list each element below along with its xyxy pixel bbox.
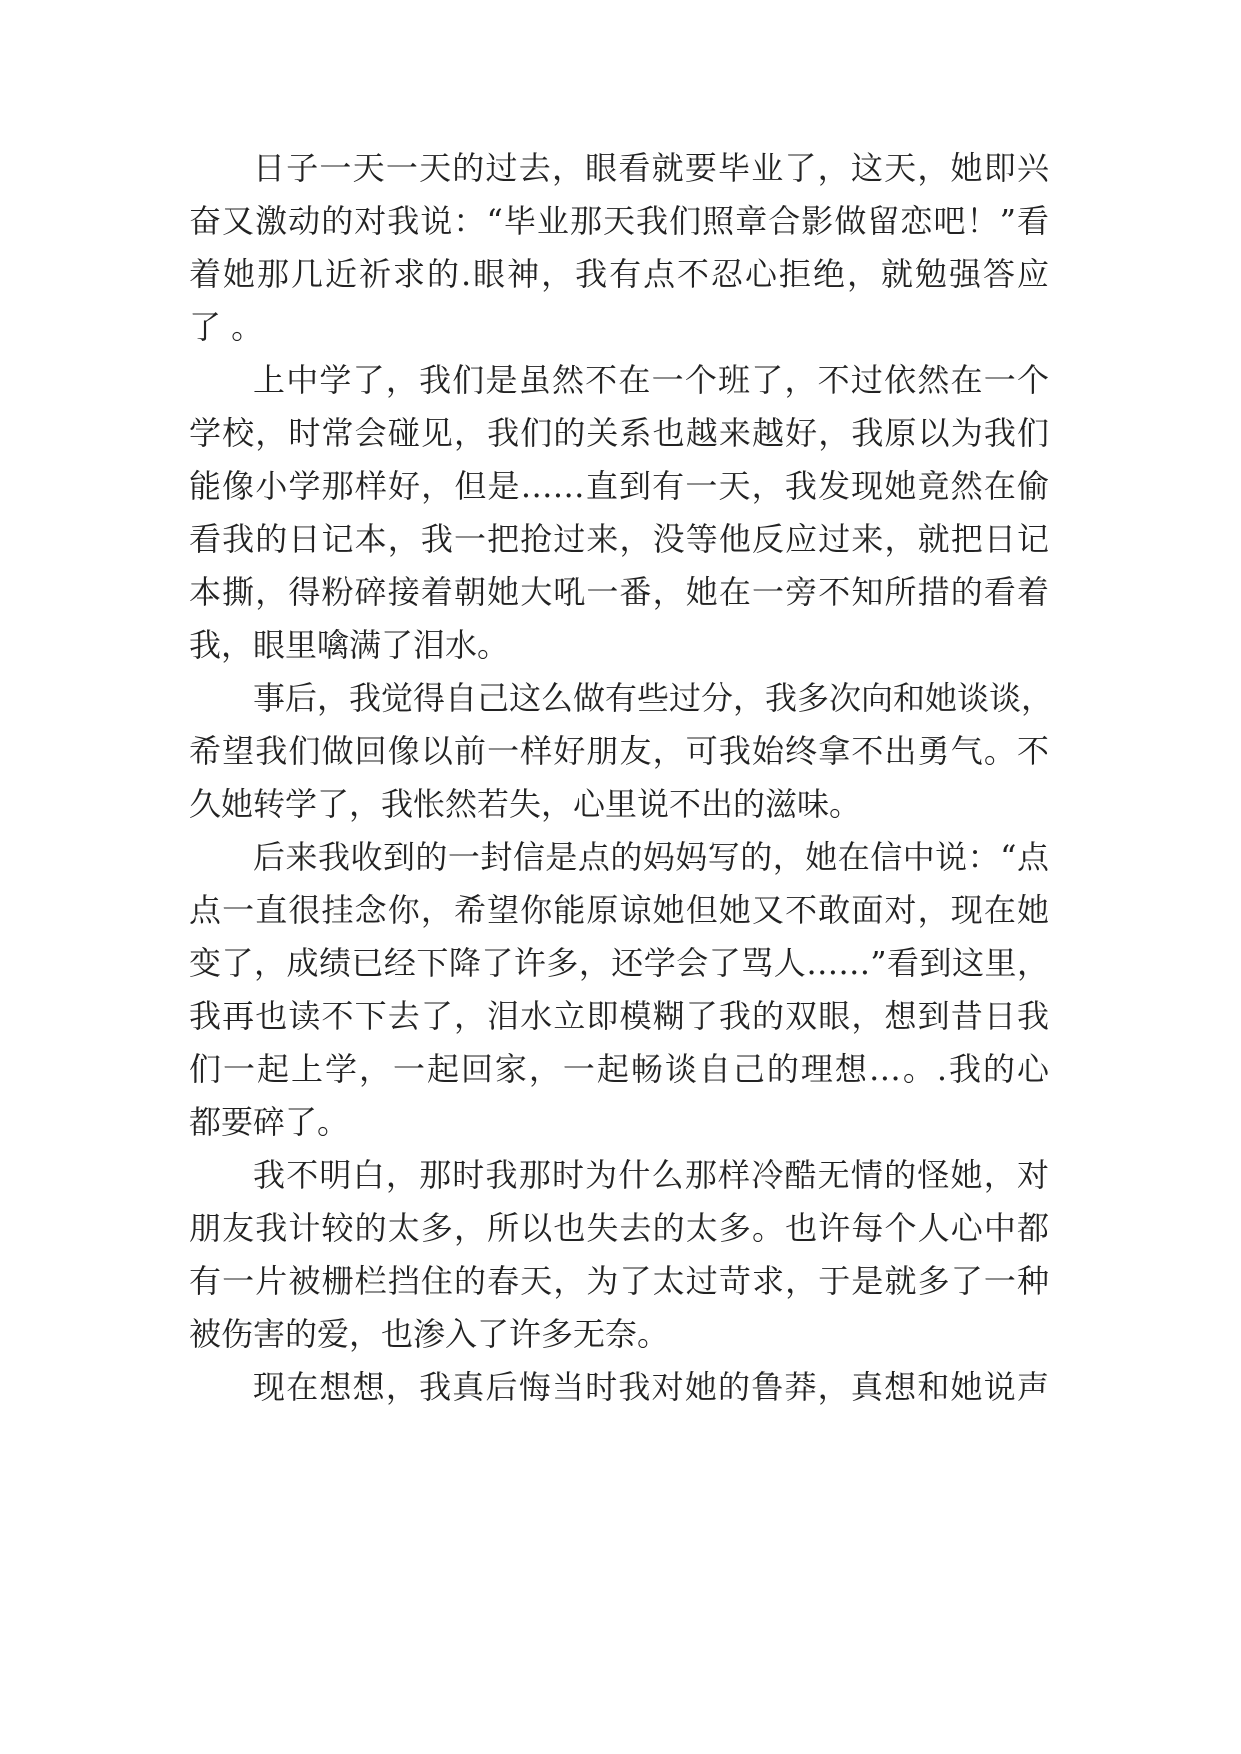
text-line-20: 我不明白，那时我那时为什么那样冷酷无情的怪她，对 — [253, 1156, 1049, 1194]
text-line-7: 能像小学那样好，但是……直到有一天，我发现她竟然在偷 — [189, 467, 1049, 505]
text-line-15: 点一直很挂念你，希望你能原谅她但她又不敢面对，现在她 — [189, 891, 1049, 929]
text-line-12: 希望我们做回像以前一样好朋友，可我始终拿不出勇气。不 — [189, 732, 1049, 770]
text-line-17: 我再也读不下去了，泪水立即模糊了我的双眼，想到昔日我 — [189, 997, 1049, 1035]
text-line-14: 后来我收到的一封信是点的妈妈写的，她在信中说：“点 — [253, 838, 1049, 876]
text-line-23: 被伤害的爱，也渗入了许多无奈。 — [189, 1315, 670, 1353]
text-line-2: 奋又激动的对我说：“毕业那天我们照章合影做留恋吧！”看 — [189, 202, 1049, 240]
text-line-13: 久她转学了，我怅然若失，心里说不出的滋味。 — [189, 785, 862, 823]
text-line-9: 本撕，得粉碎接着朝她大吼一番，她在一旁不知所措的看着 — [189, 573, 1049, 611]
text-line-16: 变了，成绩已经下降了许多，还学会了骂人……”看到这里， — [189, 944, 1049, 982]
text-line-22: 有一片被栅栏挡住的春天，为了太过苛求，于是就多了一种 — [189, 1262, 1049, 1300]
text-line-19: 都要碎了。 — [189, 1103, 350, 1141]
text-line-18: 们一起上学，一起回家，一起畅谈自己的理想…。.我的心 — [189, 1050, 1049, 1088]
text-line-10: 我，眼里噙满了泪水。 — [189, 626, 510, 664]
text-line-11: 事后，我觉得自己这么做有些过分，我多次向和她谈谈， — [253, 679, 1054, 717]
text-line-4: 了 。 — [189, 308, 264, 346]
text-line-21: 朋友我计较的太多，所以也失去的太多。也许每个人心中都 — [189, 1209, 1049, 1247]
text-line-5: 上中学了，我们是虽然不在一个班了，不过依然在一个 — [253, 361, 1049, 399]
text-line-8: 看我的日记本，我一把抢过来，没等他反应过来，就把日记 — [189, 520, 1049, 558]
text-line-3: 着她那几近祈求的.眼神，我有点不忍心拒绝，就勉强答应 — [189, 255, 1049, 293]
text-line-6: 学校，时常会碰见，我们的关系也越来越好，我原以为我们 — [189, 414, 1049, 452]
text-line-1: 日子一天一天的过去，眼看就要毕业了，这天，她即兴 — [253, 149, 1049, 187]
text-line-24: 现在想想，我真后悔当时我对她的鲁莽，真想和她说声 — [253, 1368, 1049, 1406]
